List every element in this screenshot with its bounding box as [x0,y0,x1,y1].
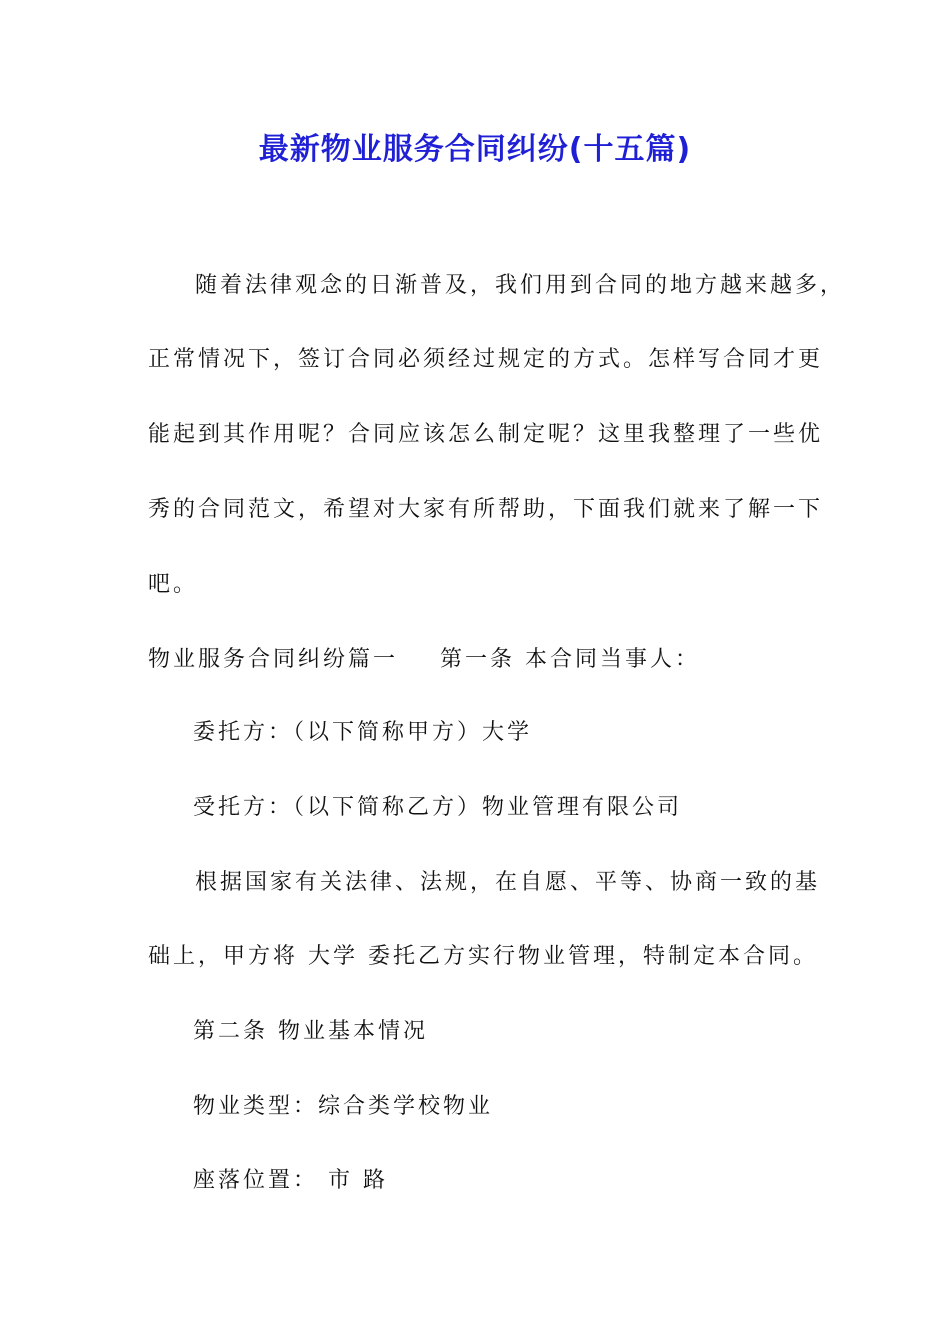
party-a: 委托方：（以下简称甲方）大学 [193,720,533,745]
intro-line-5: 吧。 [148,572,199,597]
article2-title: 第二条 物业基本情况 [193,1019,428,1044]
intro-line-2: 正常情况下，签订合同必须经过规定的方式。怎样写合同才更 [148,347,824,372]
location: 座落位置： 市 路 [193,1168,388,1193]
intro-line-3: 能起到其作用呢？合同应该怎么制定呢？这里我整理了一些优 [148,422,824,447]
document-title: 最新物业服务合同纠纷(十五篇) [258,132,692,167]
basis-line-2: 础上，甲方将 大学 委托乙方实行物业管理，特制定本合同。 [148,944,818,969]
property-type: 物业类型：综合类学校物业 [193,1094,494,1119]
basis-line-1: 根据国家有关法律、法规，在自愿、平等、协商一致的基 [195,870,821,895]
party-b: 受托方：（以下简称乙方）物业管理有限公司 [193,795,683,820]
section-heading-line [148,644,828,676]
intro-line-4: 秀的合同范文，希望对大家有所帮助，下面我们就来了解一下 [148,497,824,522]
section-heading: 物业服务合同纠纷篇一 [148,647,399,672]
intro-line-1: 随着法律观念的日渐普及，我们用到合同的地方越来越多， [195,273,846,298]
article1-title: 第一条 本合同当事人： [440,647,701,672]
